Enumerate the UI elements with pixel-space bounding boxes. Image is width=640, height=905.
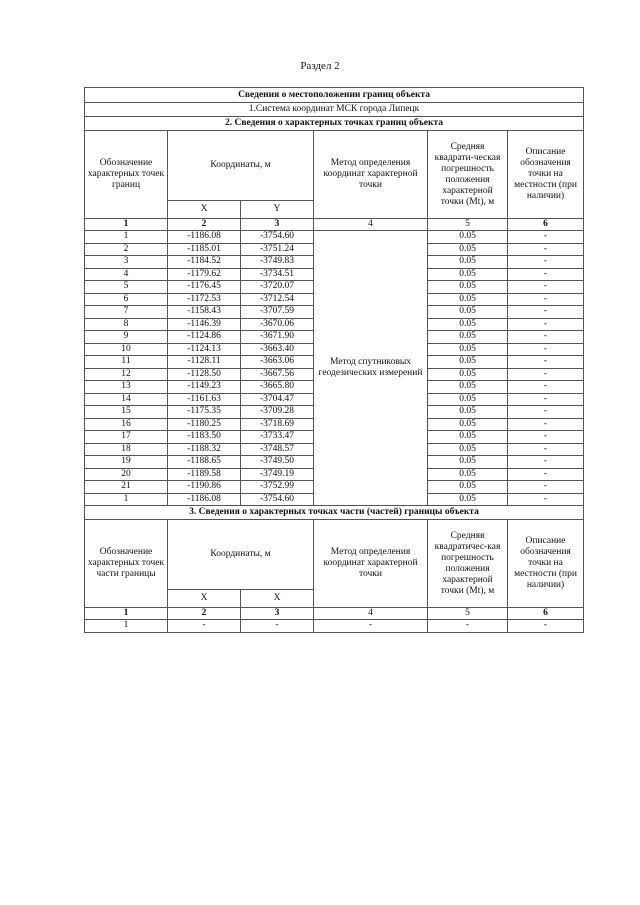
col-number: 1 xyxy=(85,608,168,620)
coord-y: -3709.28 xyxy=(241,406,314,419)
point-number: 12 xyxy=(85,368,168,381)
col-number: 5 xyxy=(428,219,508,231)
coord-y: -3704.47 xyxy=(241,393,314,406)
point-number: 17 xyxy=(85,431,168,444)
description-value: - xyxy=(508,418,584,431)
error-value: 0.05 xyxy=(428,256,508,269)
col-number: 3 xyxy=(241,219,314,231)
point-number: 1 xyxy=(85,620,168,633)
description-value: - xyxy=(508,343,584,356)
col-number: 5 xyxy=(428,608,508,620)
col-number: 4 xyxy=(314,219,428,231)
error-value: 0.05 xyxy=(428,318,508,331)
error-value: 0.05 xyxy=(428,343,508,356)
col-number: 6 xyxy=(508,219,584,231)
error-value: 0.05 xyxy=(428,231,508,244)
coordinate-system: 1.Система координат МСК города Липецк xyxy=(85,103,584,117)
header-y: X xyxy=(241,590,314,608)
part3-title: 3. Сведения о характерных точках части (частей) границы объекта xyxy=(85,506,584,520)
error-value: 0.05 xyxy=(428,431,508,444)
header-error: Средняя квадратичес-кая погрешность положения характерной точки (Mt), м xyxy=(428,520,508,608)
point-number: 13 xyxy=(85,381,168,394)
coord-y: -3670.06 xyxy=(241,318,314,331)
coord-y: -3734.51 xyxy=(241,268,314,281)
coord-y: -3718.69 xyxy=(241,418,314,431)
coord-x: -1179.62 xyxy=(168,268,241,281)
header-point: Обозначение характерных точек части границы xyxy=(85,520,168,608)
description-value: - xyxy=(508,620,584,633)
description-value: - xyxy=(508,268,584,281)
header-y: Y xyxy=(241,201,314,219)
coord-y: -3752.99 xyxy=(241,481,314,494)
description-value: - xyxy=(508,406,584,419)
col-number: 2 xyxy=(168,219,241,231)
coord-x: -1188.32 xyxy=(168,443,241,456)
error-value: 0.05 xyxy=(428,456,508,469)
coord-x: -1128.50 xyxy=(168,368,241,381)
coord-y: -3733.47 xyxy=(241,431,314,444)
col-number: 4 xyxy=(314,608,428,620)
method-cell: - xyxy=(314,620,428,633)
error-value: 0.05 xyxy=(428,306,508,319)
coord-y: -3754.60 xyxy=(241,493,314,506)
point-number: 18 xyxy=(85,443,168,456)
error-value: 0.05 xyxy=(428,356,508,369)
method-cell: Метод спутниковых геодезических измерений xyxy=(314,231,428,506)
coord-x: -1172.53 xyxy=(168,293,241,306)
description-value: - xyxy=(508,456,584,469)
point-number: 20 xyxy=(85,468,168,481)
coord-x: - xyxy=(168,620,241,633)
coord-x: -1186.08 xyxy=(168,231,241,244)
coord-x: -1124.86 xyxy=(168,331,241,344)
coord-y: -3748.57 xyxy=(241,443,314,456)
description-value: - xyxy=(508,293,584,306)
error-value: 0.05 xyxy=(428,293,508,306)
coord-x: -1161.63 xyxy=(168,393,241,406)
table-row xyxy=(85,620,584,633)
header-point: Обозначение характерных точек границ xyxy=(85,131,168,219)
description-value: - xyxy=(508,431,584,444)
coord-x: -1186.08 xyxy=(168,493,241,506)
coord-y: -3749.83 xyxy=(241,256,314,269)
coord-y: -3665.80 xyxy=(241,381,314,394)
col-number: 1 xyxy=(85,219,168,231)
coord-y: -3749.19 xyxy=(241,468,314,481)
header-description: Описание обозначения точки на местности (при наличии) xyxy=(508,131,584,219)
error-value: 0.05 xyxy=(428,443,508,456)
description-value: - xyxy=(508,331,584,344)
header-coords: Координаты, м xyxy=(168,520,314,590)
point-number: 8 xyxy=(85,318,168,331)
description-value: - xyxy=(508,443,584,456)
error-value: 0.05 xyxy=(428,418,508,431)
point-number: 3 xyxy=(85,256,168,269)
description-value: - xyxy=(508,381,584,394)
table-title: Сведения о местоположении границ объекта xyxy=(85,88,584,103)
description-value: - xyxy=(508,493,584,506)
coord-x: -1188.65 xyxy=(168,456,241,469)
error-value: 0.05 xyxy=(428,393,508,406)
description-value: - xyxy=(508,281,584,294)
description-value: - xyxy=(508,393,584,406)
coord-x: -1175.35 xyxy=(168,406,241,419)
error-value: 0.05 xyxy=(428,243,508,256)
coord-x: -1180.25 xyxy=(168,418,241,431)
coord-x: -1184.52 xyxy=(168,256,241,269)
coord-y: -3707.59 xyxy=(241,306,314,319)
coord-x: -1149.23 xyxy=(168,381,241,394)
point-number: 9 xyxy=(85,331,168,344)
error-value: 0.05 xyxy=(428,406,508,419)
point-number: 7 xyxy=(85,306,168,319)
col-number: 2 xyxy=(168,608,241,620)
point-number: 4 xyxy=(85,268,168,281)
point-number: 15 xyxy=(85,406,168,419)
description-value: - xyxy=(508,318,584,331)
error-value: 0.05 xyxy=(428,281,508,294)
error-value: 0.05 xyxy=(428,468,508,481)
coord-y: -3754.60 xyxy=(241,231,314,244)
point-number: 14 xyxy=(85,393,168,406)
header-error: Средняя квадрати-ческая погрешность положения характерной точки (Mt), м xyxy=(428,131,508,219)
description-value: - xyxy=(508,481,584,494)
error-value: 0.05 xyxy=(428,331,508,344)
table-row xyxy=(85,231,584,244)
error-value: 0.05 xyxy=(428,481,508,494)
coord-y: -3667.56 xyxy=(241,368,314,381)
description-value: - xyxy=(508,256,584,269)
error-value: 0.05 xyxy=(428,493,508,506)
description-value: - xyxy=(508,243,584,256)
header-x: X xyxy=(168,201,241,219)
error-value: 0.05 xyxy=(428,368,508,381)
error-value: 0.05 xyxy=(428,381,508,394)
description-value: - xyxy=(508,368,584,381)
point-number: 16 xyxy=(85,418,168,431)
section-label: Раздел 2 xyxy=(300,60,340,72)
coord-y: -3749.50 xyxy=(241,456,314,469)
coord-y: -3720.07 xyxy=(241,281,314,294)
header-description: Описание обозначения точки на местности (при наличии) xyxy=(508,520,584,608)
description-value: - xyxy=(508,231,584,244)
coord-x: -1189.58 xyxy=(168,468,241,481)
header-method: Метод определения координат характерной точки xyxy=(314,520,428,608)
coord-y: -3751.24 xyxy=(241,243,314,256)
coord-x: -1176.45 xyxy=(168,281,241,294)
point-number: 19 xyxy=(85,456,168,469)
point-number: 1 xyxy=(85,493,168,506)
coord-y: -3663.40 xyxy=(241,343,314,356)
coord-y: - xyxy=(241,620,314,633)
coord-y: -3671.90 xyxy=(241,331,314,344)
coord-x: -1185.01 xyxy=(168,243,241,256)
point-number: 5 xyxy=(85,281,168,294)
coord-x: -1146.39 xyxy=(168,318,241,331)
coord-y: -3712.54 xyxy=(241,293,314,306)
coord-x: -1190.86 xyxy=(168,481,241,494)
description-value: - xyxy=(508,306,584,319)
col-number: 6 xyxy=(508,608,584,620)
coord-x: -1183.50 xyxy=(168,431,241,444)
description-value: - xyxy=(508,356,584,369)
coord-y: -3663.06 xyxy=(241,356,314,369)
error-value: - xyxy=(428,620,508,633)
coord-x: -1124.13 xyxy=(168,343,241,356)
header-x: X xyxy=(168,590,241,608)
header-coords: Координаты, м xyxy=(168,131,314,201)
header-method: Метод определения координат характерной точки xyxy=(314,131,428,219)
point-number: 11 xyxy=(85,356,168,369)
error-value: 0.05 xyxy=(428,268,508,281)
part2-title: 2. Сведения о характерных точках границ объекта xyxy=(85,117,584,131)
point-number: 21 xyxy=(85,481,168,494)
description-value: - xyxy=(508,468,584,481)
coord-x: -1158.43 xyxy=(168,306,241,319)
col-number: 3 xyxy=(241,608,314,620)
point-number: 10 xyxy=(85,343,168,356)
coord-x: -1128.11 xyxy=(168,356,241,369)
point-number: 1 xyxy=(85,231,168,244)
boundary-table xyxy=(84,87,584,633)
point-number: 6 xyxy=(85,293,168,306)
point-number: 2 xyxy=(85,243,168,256)
